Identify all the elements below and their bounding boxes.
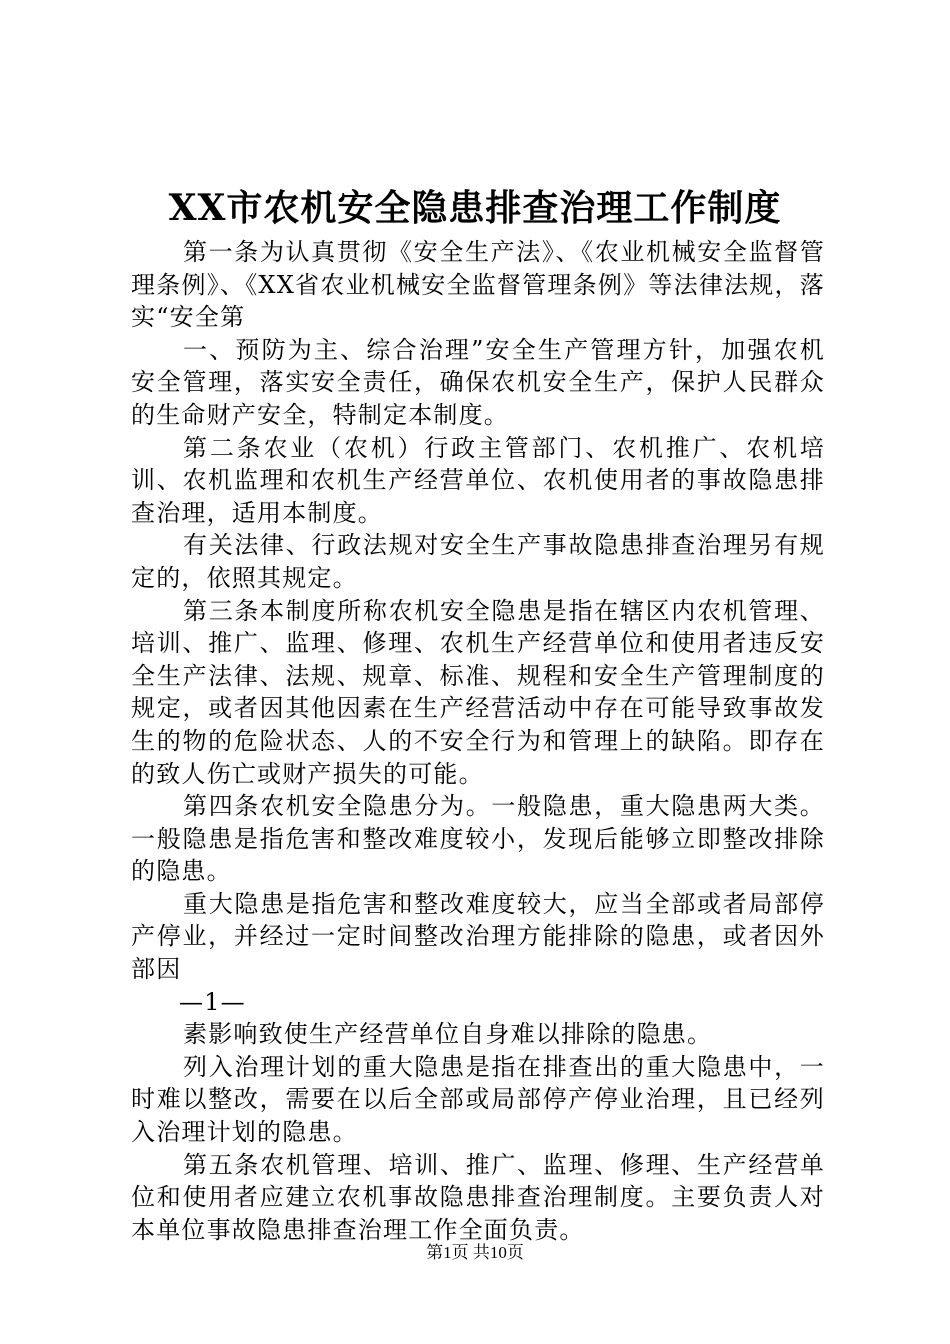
- paragraph-major-hazard: 重大隐患是指危害和整改难度较大，应当全部或者局部停产停业，并经过一定时间整改治理方能排除的隐患，或者因外部因: [131, 889, 825, 984]
- paragraph-governance-plan: 列入治理计划的重大隐患是指在排查出的重大隐患中，一时难以整改，需要在以后全部或局部停产停业治理，且已经列入治理计划的隐患。: [131, 1052, 825, 1147]
- page-footer: 第1页 共10页: [426, 1243, 524, 1262]
- document-body: [131, 236, 825, 1246]
- document-title: XX市农机安全隐患排查治理工作制度: [168, 187, 782, 229]
- paragraph-article-5: 第五条农机管理、培训、推广、监理、修理、生产经营单位和使用者应建立农机事故隐患排查治理制度。主要负责人对本单位事故隐患排查治理工作全面负责。: [131, 1150, 825, 1244]
- paragraph-article-2-note: 有关法律、行政法规对安全生产事故隐患排查治理另有规定的，依照其规定。: [131, 531, 825, 592]
- paragraph-article-1: 第一条为认真贯彻《安全生产法》、《农业机械安全监督管理条例》、《XX省农业机械安全监督管理条例》等法律法规，落实“安全第: [131, 238, 825, 332]
- paragraph-article-2: 第二条农业（农机）行政主管部门、农机推广、农机培训、农机监理和农机生产经营单位、农机使用者的事故隐患排查治理，适用本制度。: [131, 433, 825, 527]
- paragraph-major-hazard-cont: 素影响致使生产经营单位自身难以排除的隐患。: [183, 1020, 713, 1049]
- paragraph-article-4: 第四条农机安全隐患分为。一般隐患，重大隐患两大类。一般隐患是指危害和整改难度较小，发现后能够立即整改排除的隐患。: [131, 792, 825, 886]
- paragraph-article-1-cont: 一、预防为主、综合治理”安全生产管理方针，加强农机安全管理，落实安全责任，确保农机安全生产，保护人民群众的生命财产安全，特制定本制度。: [131, 335, 825, 429]
- inline-page-marker: —1—: [179, 987, 246, 1016]
- paragraph-article-3: 第三条本制度所称农机安全隐患是指在辖区内农机管理、培训、推广、监理、修理、农机生产经营单位和使用者违反安全生产法律、法规、规章、标准、规程和安全生产管理制度的规定，或者因其他因素在生产经营活动中存在可能导致事故发生的物的危险状态、人的不安全行为和管理上的缺陷。即存在的致人伤亡或财产损失的可能。: [131, 596, 825, 788]
